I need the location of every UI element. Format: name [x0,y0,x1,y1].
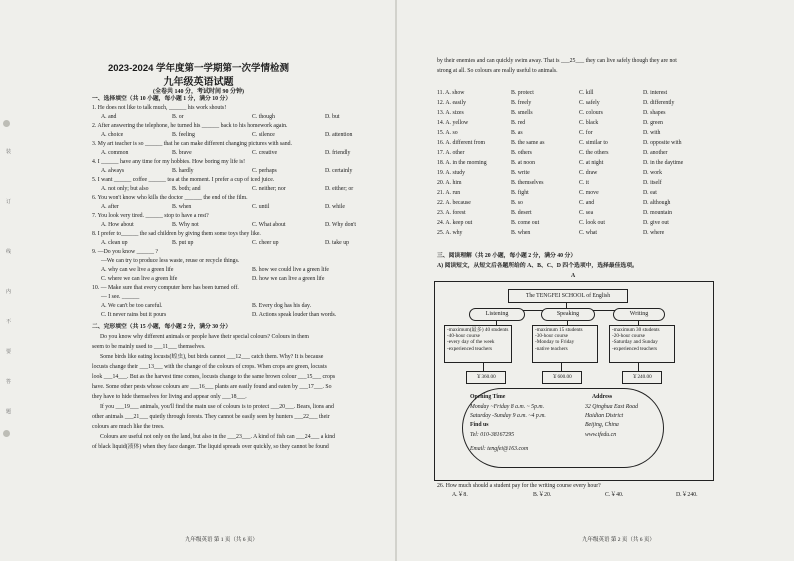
course-detail-line: -30-hour course [535,333,568,340]
exam-title: 2023-2024 学年度第一学期第一次学情检测 [107,63,290,74]
course-detail-line: -experienced teachers [612,345,658,352]
margin-char: 题 [6,410,12,415]
option: B. desert [511,210,532,216]
option: D. Why don't [325,222,357,228]
option: C. safely [579,100,600,106]
option: 21. A. run [437,190,461,196]
page-footer: 九年级英语 第 1 页（共 6 页） [185,537,258,543]
option: A. why can we live a green life [101,267,174,273]
passage-line: have. Some other pests whose colours are ___16___ plants are easily found and eaten by ___17___. So [92,384,332,390]
option: B. come out [511,220,540,226]
option: D. certainly [325,168,353,174]
option: D. where [643,230,665,236]
option: B. freely [511,100,532,106]
course-detail-line: -maximum 15 students [535,327,583,333]
question-text: 9. —Do you know ______ ? [92,249,159,255]
option: A. choice [101,132,124,138]
option: B. feeling [172,132,195,138]
option: C. kill [579,90,594,96]
option: B. others [511,150,532,156]
passage-line: they have to hide themselves for living and appear only ___18___. [92,394,247,400]
passage-line: Some birds like eating locusts(蝗虫), but birds cannot ___12___ catch them. Why? It is because [100,354,324,360]
option: D. either; or [325,186,354,192]
option: B. fight [511,190,529,196]
option: C. colours [579,110,603,116]
option: C. at night [579,160,604,166]
course-detail-line: -maximum(最多) 40 students [447,327,509,333]
question-text: 5. I want ______ coffee ______ tea at the moment. I prefer a cup of iced juice. [92,177,275,183]
school-name: The TENGFEI SCHOOL of English [508,289,628,303]
option: C. It never rains but it pours [101,312,167,318]
option: D. but [325,114,340,120]
option: A. always [101,168,125,174]
option: D. green [643,120,663,126]
option: 11. A. show [437,90,465,96]
course-details [444,325,512,363]
course-writing: Writing [613,308,665,321]
option: C. move [579,190,599,196]
option: D. another [643,150,668,156]
option: C. silence [252,132,275,138]
option: D. Actions speak louder than words. [252,312,337,318]
option: 19. A. study [437,170,466,176]
option: A. common [101,150,129,156]
option: B. Every dog has his day. [252,303,312,309]
course-detail-line: -every day of the week [447,339,495,346]
page-footer: 九年级英语 第 2 页（共 6 页） [582,537,655,543]
option: A. We can't be too careful. [101,303,163,309]
course-listening: Listening [469,308,525,321]
question-text: 4. I ______ have any time for my hobbies. How boring my life is! [92,159,246,165]
option: C. creative [252,150,278,156]
option: A. How about [101,222,134,228]
connector-line [561,362,562,371]
website: www.tfedu.cn [585,432,617,438]
passage-line: of black liquid(液体) when they face danger. The liquid spreads over quickly, so they cannot be found [92,444,329,450]
question-text: 6. You won't know who kills the doctor ______ the end of the film. [92,195,248,201]
option: 16. A. different from [437,140,486,146]
option: C. look out [579,220,605,226]
option: C. What about [252,222,286,228]
option: A. clean up [101,240,128,246]
option: 12. A. easily [437,100,466,106]
passage-line: Colours are useful not only on the land, but also in the ___23___. A kind of fish can ___24___ a kind [100,434,336,440]
option: C. though [252,114,275,120]
question-text: 26. How much should a student pay for the writing course every hour? [437,483,601,489]
option: B. themselves [511,180,544,186]
passage-line: seem to be mainly used to ___11___ themselves. [92,344,206,350]
option: B. as [511,130,523,136]
course-detail-line: -maximum 30 students [612,327,660,333]
binding-hole [3,430,10,437]
course-speaking: Speaking [541,308,595,321]
passage-line: colours are much like the trees. [92,424,165,430]
price-speaking: ￥600.00 [542,371,582,384]
option: C. draw [579,170,598,176]
section3-instruction: A) 阅读短文，从短文后各题所给的 A、B、C、D 四个选项中，选择最佳选项。 [437,263,638,269]
option: B. how we could live a green life [252,267,329,273]
address-line: Beijing, China [585,422,619,428]
option: C. until [252,204,270,210]
opening-time-title: Opening Time [470,394,506,400]
option: B. red [511,120,526,126]
course-detail-line: -20-hour course [612,333,645,340]
question-text: 1. He does not like to talk much, ______ his work shouts! [92,105,227,111]
option: B. smells [511,110,533,116]
course-detail-line: -40-hour course [447,333,480,340]
option: B. when [511,230,531,236]
option: D. interest [643,90,668,96]
question-text: 10. — Make sure that every computer here has been turned off. [92,285,239,291]
option: B. or [172,114,184,120]
option: B.￥20. [533,492,552,498]
option: C.￥40. [605,492,624,498]
option: C. black [579,120,599,126]
passage-line: look ___14___. But as the harvest time comes, locusts change to the same brown colour ___15___ crops [92,374,336,380]
option: D. in the daytime [643,160,684,166]
section1-heading: 一、选择填空（共 10 小题，每小题 1 分，满分 10 分） [92,96,232,102]
option: D. give out [643,220,669,226]
option: C. sea [579,210,594,216]
passage-line: Do you know why different animals or people have their special colours? Colours in them [100,334,309,340]
section3-heading: 三、阅读理解（共 20 小题，每小题 2 分，满分 40 分） [437,253,577,259]
address-line: 32 Qinghua East Road [585,404,638,410]
opening-time-line: Saturday -Sunday 9 a.m. ~4 p.m. [470,413,546,419]
option: B. Why not [172,222,199,228]
margin-char: 内 [6,290,12,295]
option: B. when [172,204,192,210]
option: 13. A. sizes [437,110,464,116]
margin-char: 线 [6,250,12,255]
option: D. differently [643,100,675,106]
margin-char: 不 [6,320,12,325]
option: 20. A. him [437,180,462,186]
course-detail-line: -Saturday and Sunday [612,339,658,346]
section2-heading: 二、完形填空（共 15 小题，每小题 2 分，满分 30 分） [92,324,232,330]
passage-line: strong at all. So colours are really useful to animals. [437,68,558,74]
telephone: Tel: 010-38167295 [470,432,515,438]
address-title: Address [592,394,613,400]
margin-char: 订 [6,200,12,205]
option: D. eat [643,190,657,196]
course-detail-line: -native teachers [535,345,568,352]
option: D. work [643,170,662,176]
margin-char: 答 [6,380,12,385]
exam-subtitle: 九年级英语试题 [163,77,234,88]
question-text: 7. You look very tired. ______ stop to have a rest? [92,213,209,219]
course-detail-line: -Monday to Friday [535,339,575,346]
option: B. hardly [172,168,194,174]
option: D. friendly [325,150,351,156]
margin-char: 装 [6,150,12,155]
option: 22. A. because [437,200,471,206]
option: C. it [579,180,589,186]
passage-line: If you ___19___ animals, you'll find the main use of colours is to protect ___20___. Bears, lions and [100,404,334,410]
option: D. while [325,204,345,210]
option: B. write [511,170,530,176]
option: D. itself [643,180,662,186]
price-writing: ￥240.00 [622,371,662,384]
passage-line: locusts change their ___13___ with the change of the colours of crops. When crops are green, locusts [92,364,327,370]
option: A.￥8. [452,492,468,498]
option: C. what [579,230,598,236]
course-detail-line: -experienced teachers [447,345,493,352]
option: 17. A. other [437,150,465,156]
option: C. cheer up [252,240,279,246]
question-text: 2. After answering the telephone, he turned his ______ back to his homework again. [92,123,288,129]
binding-hole [3,120,10,127]
course-details [609,325,675,363]
option: D. shapes [643,110,666,116]
passage-label: A [571,273,576,279]
option: B. protect [511,90,534,96]
option: D. take up [325,240,349,246]
option: C. neither; nor [252,186,286,192]
option: C. the others [579,150,609,156]
margin-char: 要 [6,350,12,355]
option: A. and [101,114,117,120]
answer-line: —We can try to produce less waste, reuse or recycle things. [101,258,240,264]
option: A. not only; but also [101,186,149,192]
price-listening: ￥360.00 [466,371,506,384]
option: 14. A. yellow [437,120,469,126]
option: C. perhaps [252,168,277,174]
option: 25. A. why [437,230,463,236]
question-text: 3. My art teacher is so ______ that he can make different changing pictures with sand. [92,141,292,147]
address-line: Haidian District [585,413,624,419]
connector-line [638,362,639,371]
option: B. the same as [511,140,545,146]
option: B. at noon [511,160,535,166]
connector-line [483,362,484,371]
option: B. so [511,200,523,206]
option: D.￥240. [676,492,698,498]
course-details [532,325,598,363]
option: 23. A. forest [437,210,466,216]
find-us-title: Find us [470,422,489,428]
question-text: 8. I prefer to______ the sad children by giving them some toys they like. [92,231,261,237]
option: C. similar to [579,140,608,146]
option: A. after [101,204,119,210]
option: B. both; and [172,186,201,192]
option: C. for [579,130,593,136]
option: B. brave [172,150,192,156]
opening-time-line: Monday ~Friday 8 a.m. ~ 5p.m. [470,404,545,410]
answer-line: — I see. ______ [101,294,140,300]
option: C. where we can live a green life [101,276,178,282]
option: 15. A. so [437,130,458,136]
option: D. opposite with [643,140,682,146]
passage-line: other animals ___21___ quietly through forests. They cannot be easily seen by hunters ___22___ their [92,414,330,420]
option: D. how we can live a green life [252,276,325,282]
option: D. mountain [643,210,672,216]
exam-note: (全卷共 140 分，考试时间 90 分钟) [153,89,244,95]
passage-line: by their enemies and can quickly swim away. That is ___25___ they can live safely though they are not [437,58,677,64]
option: C. and [579,200,595,206]
option: D. with [643,130,661,136]
option: B. put up [172,240,194,246]
option: D. attention [325,132,353,138]
option: 18. A. in the morning [437,160,487,166]
email: Email: tengfei@163.com [470,446,529,452]
option: 24. A. keep out [437,220,473,226]
option: D. although [643,200,671,206]
